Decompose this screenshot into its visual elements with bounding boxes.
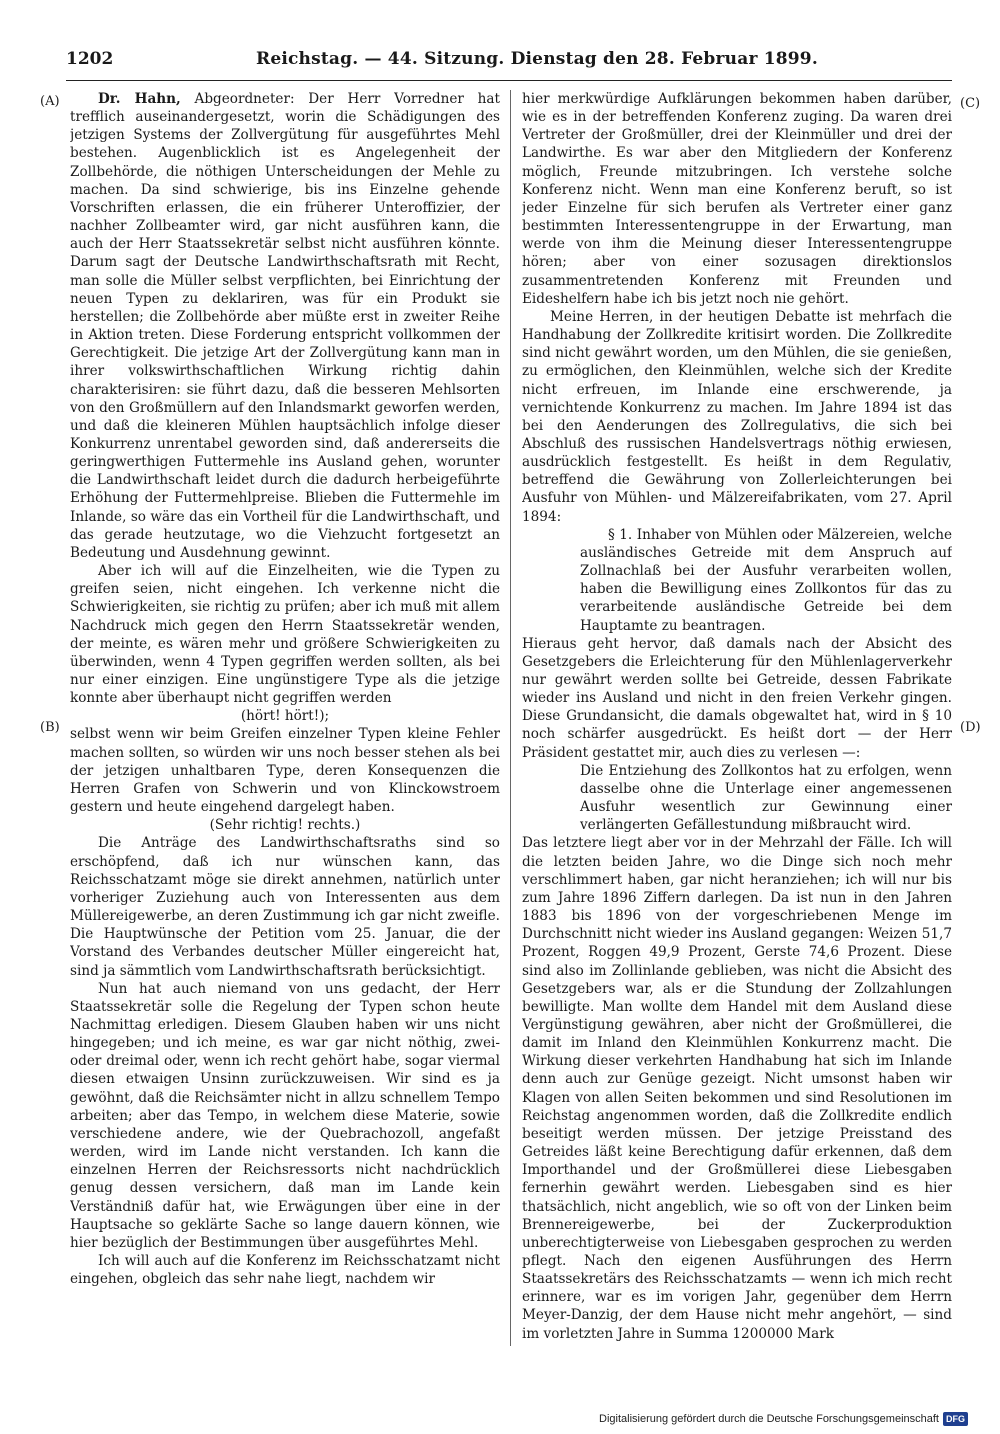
- page-number: 1202: [66, 49, 114, 69]
- column-divider: [510, 90, 511, 1346]
- paragraph: Das letztere liegt aber vor in der Mehrzahl der Fälle. Ich will die letzten beiden Jahre, wo die Dinge sich noch mehr verschlimmert haben, gar nicht heranziehen; ich will nur bis zum Jahre 1896 Ziffern darlegen. Da ist nun in den Jahren 1883 bis 1896 von der vorgeschriebenen Menge im Durchschnitt nicht wieder ins Ausland gegangen: Weizen 51,7 Prozent, Roggen 49,9 Prozent, Gerste 74,6 Prozent. Diese sind also im Zollinlande geblieben, was nicht die Absicht des Gesetzgebers war, als er die Stundung der Zollzahlungen bewilligte. Man wollte dem Handel mit dem Ausland diese Vergünstigung gewähren, aber nicht der Großmüllerei, die damit im Inland den Kleinmühlen Konkurrenz macht. Die Wirkung dieser verkehrten Handhabung hat sich im Inlande denn auch zur Genüge gezeigt. Nicht umsonst haben wir Klagen von allen Seiten bekommen und sind Resolutionen im Reichstag angenommen worden, daß die Zollkredite endlich beseitigt werden müssen. Der jetzige Preisstand des Getreides läßt keine Berechtigung dafür erkennen, daß dem Importhandel und der Großmüllerei diese Liebesgaben fernerhin gewährt werden. Liebesgaben sind es hier thatsächlich, nicht angeblich, wie so oft von der Linken beim Brennereigewerbe, bei der Zuckerproduktion unberechtigterweise von Liebesgaben gesprochen zu werden pflegt. Nach den eigenen Ausführungen des Herrn Staatssekretärs des Reichsschatzamts — wenn ich mich recht erinnere, war es im vorigen Jahr, gegenüber dem Herrn Meyer-Danzig, der dem Hause nicht mehr angehört, — sind im vorletzten Jahre in Summa 1200000 Mark: [522, 835, 952, 1342]
- paragraph: Aber ich will auf die Einzelheiten, wie die Typen zu greifen seien, nicht eingehen. Ich verkenne nicht die Schwierigkeiten, sie richtig zu prüfen; aber ich muß mit allem Nachdruck mich gegen den Herrn Staatssekretär wenden, der meinte, es wären mehr und größere Schwierigkeiten zu überwinden, wenn 4 Typen gegriffen werden sollten, als bei nur einer einzigen. Eine ungünstigere Type als die jetzige konnte aber überhaupt nicht gegriffen werden: [70, 563, 500, 707]
- paragraph: Meine Herren, in der heutigen Debatte ist mehrfach die Handhabung der Zollkredite kritisirt worden. Die Zollkredite sind nicht gewährt worden, um den Mühlen, die sie genießen, zu ermöglichen, den Kleinmühlen, welche sich der Kredite nicht erfreuen, im Inlande eine erschwerende, ja vernichtende Konkurrenz zu machen. Im Jahre 1894 ist das bei den Aenderungen des Zollregulativs, die sich bei Abschluß des russischen Handelsvertrags nöthig erwiesen, ausdrücklich festgestellt. Es heißt in dem Regulativ, betreffend die Gewährung von Zollerleichterungen bei Ausfuhr von Mühlen- und Mälzereifabrikaten, vom 27. April 1894:: [522, 308, 952, 525]
- left-column: [70, 90, 500, 1346]
- interjection: (hört! hört!);: [240, 708, 330, 725]
- quoted-regulation: Die Entziehung des Zollkontos hat zu erfolgen, wenn dasselbe ohne die Unterlage einer angemessenen Ausfuhr wesentlich zur Gewinnung einer verlängerten Gefällestundung mißbraucht wird.: [580, 762, 952, 834]
- right-column: [522, 90, 952, 1346]
- paragraph: Die Anträge des Landwirthschaftsraths sind so erschöpfend, daß ich nur wünschen kann, das Reichsschatzamt möge sie direkt annehmen, natürlich unter vorheriger Zuziehung auch von Interessenten aus dem Müllereigewerbe, an deren Zustimmung ich gar nicht zweifle. Die Hauptwünsche der Petition vom 25. Januar, die der Vorstand des Verbandes deutscher Müller eingereicht hat, sind ja sämmtlich vom Landwirthschaftsrath berücksichtigt.: [70, 835, 500, 979]
- paragraph: Nun hat auch niemand von uns gedacht, der Herr Staatssekretär solle die Regelung der Typen schon heute Nachmittag erledigen. Diesem Glauben haben wir uns nicht hingegeben; und ich meine, es war gar nicht nöthig, zwei- oder dreimal oder, wenn ich recht gehört habe, sogar viermal diesen etwaigen Unsinn zurückzuweisen. Wir sind es ja gewöhnt, daß die Reichsämter nicht in allzu schnellem Tempo arbeiten; aber das Tempo, in welchem diese Materie, sowie verschiedene andere, wie der Quebrachozoll, angefaßt werden, wird im Lande nicht verstanden. Ich kann die einzelnen Herren der Reichsressorts nicht nachdrücklich genug dessen versichern, daß man im Lande kein Verständniß dafür hat, wie Erwägungen über eine in der Hauptsache so geklärte Sache so lange dauern können, wie hier bezüglich der Bestimmungen über ausgeführtes Mehl.: [70, 980, 500, 1251]
- speaker-name: Dr. Hahn,: [98, 91, 181, 107]
- paragraph: selbst wenn wir beim Greifen einzelner Typen kleine Fehler machen sollten, so würden wir uns noch besser stehen als bei der jetzigen unhaltbaren Type, deren Konsequenzen die Herren Grafen von Schwerin und von Klinckowstroem gestern und heute eingehend dargelegt haben.: [70, 726, 500, 816]
- paragraph: hier merkwürdige Aufklärungen bekommen haben darüber, wie es in der betreffenden Konferenz zuging. Da waren drei Vertreter der Großmüller, drei der Kleinmüller und drei der Landwirthe. Es war aber den Mitgliedern der Konferenz möglich, Freunde mitzubringen. Ich verstehe solche Konferenz nicht. Wenn man eine Konferenz beruft, so ist jeder Einzelne für sich berufen als Vertreter einer ganz bestimmten Interessentengruppe in der Erwartung, man werde von ihm die Meinung dieser Interessentengruppe hören; aber von einer sozusagen direktionslos zusammentretenden Konferenz mit Freunden und Eideshelfern habe ich bis jetzt noch nie gehört.: [522, 91, 952, 307]
- dfg-logo: DFG: [943, 1412, 968, 1426]
- margin-marker-d: (D): [960, 720, 981, 735]
- margin-marker-a: (A): [40, 94, 60, 109]
- margin-marker-b: (B): [40, 720, 60, 735]
- speech-paragraph: [70, 90, 500, 562]
- footer-text: Digitalisierung gefördert durch die Deutsche Forschungsgemeinschaft: [599, 1413, 939, 1425]
- digitization-footer: [599, 1410, 968, 1428]
- running-title: Reichstag. — 44. Sitzung. Dienstag den 28. Februar 1899.: [256, 49, 818, 69]
- margin-marker-c: (C): [960, 96, 981, 111]
- paragraph: Ich will auch auf die Konferenz im Reichsschatzamt nicht eingehen, obgleich das sehr nahe liegt, nachdem wir: [70, 1253, 500, 1288]
- quoted-regulation: § 1. Inhaber von Mühlen oder Mälzereien, welche ausländisches Getreide mit dem Anspruch auf Zollnachlaß bei der Ausfuhr verarbeiten wollen, haben die Bewilligung eines Zollkontos für das zu verarbeitende ausländische Getreide bei dem Hauptamte zu beantragen.: [580, 526, 952, 634]
- header-rule: [66, 80, 952, 81]
- paragraph: Hieraus geht hervor, daß damals nach der Absicht des Gesetzgebers die Erleichterung für den Mühlenlagerverkehr nur gewährt werden sollte bei Getreide, dessen Fabrikate wieder ins Ausland und nicht in den freien Verkehr gingen. Diese Grundansicht, die damals obgewaltet hat, wird in § 10 noch schärfer ausgedrückt. Es heißt dort — der Herr Präsident gestattet mir, auch dies zu verlesen —:: [522, 635, 952, 761]
- interjection: (Sehr richtig! rechts.): [209, 817, 361, 834]
- paragraph-text: Abgeordneter: Der Herr Vorredner hat trefflich auseinandergesetzt, worin die Schädigungen des jetzigen Systems der Zollvergütung für ausgeführtes Mehl bestehen. Augenblicklich ist es Angelegenheit der Zollbehörde, die nöthigen Unterscheidungen der Mehle zu machen. Da sind schwierige, bis ins Einzelne gehende Vorschriften erlassen, die ein früherer Unteroffizier, der nachher Zollbeamter wird, gar nicht ausführen kann, die auch der Herr Staatssekretär selbst nicht ausführen könnte. Darum sagt der Deutsche Landwirthschaftsrath mit Recht, man solle die Müller selbst verpflichten, bei Einrichtung der neuen Typen zu deklariren, was für ein Produkt sie herstellen; die Zollbehörde aber müßte erst in zweiter Reihe in Aktion treten. Diese Forderung entspricht vollkommen der Gerechtigkeit. Die jetzige Art der Zollvergütung kann man in ihrer volkswirthschaftlichen Wirkung richtig dahin charakterisiren: sie führt dazu, daß die besseren Mehlsorten von den Großmüllern auf den Inlandsmarkt geworfen werden, und daß die kleineren Mühlen hauptsächlich infolge dieser Konkurrenz unrentabel geworden sind, daß andererseits die geringwerthigen Futtermehle ins Ausland gehen, worunter die Landwirthschaft leidet durch die dadurch herbeigeführte Erhöhung der Futtermehlpreise. Blieben die Futtermehle im Inlande, so wäre das ein Vortheil für die Landwirthschaft, und das gerade heutzutage, wo die Viehzucht fortgesetzt an Bedeutung und Ausdehnung gewinnt.: [70, 91, 500, 561]
- page-header: [66, 44, 952, 74]
